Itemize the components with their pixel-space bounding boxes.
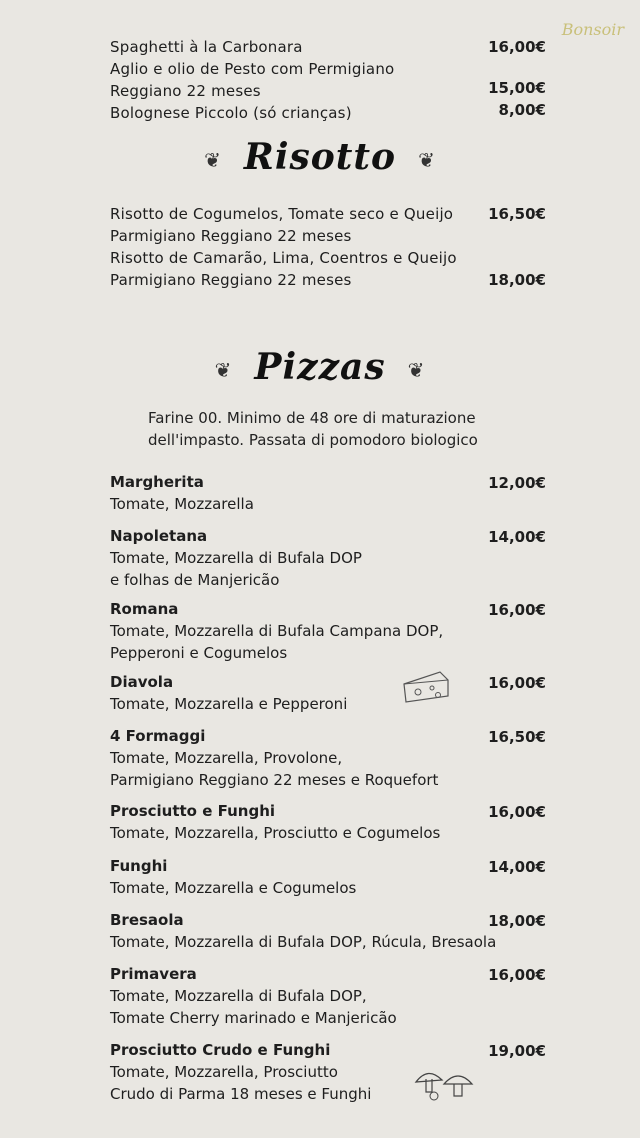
pasta-line-price: 16,00€ bbox=[488, 38, 546, 56]
pizza-desc: e folhas de Manjericão bbox=[110, 571, 280, 589]
risotto-line bbox=[110, 247, 546, 269]
pizzas-subtitle bbox=[148, 407, 508, 451]
brand-logo: Bonsoir bbox=[561, 20, 624, 39]
pizza-name: 4 Formaggi bbox=[110, 727, 206, 745]
pizza-price: 16,00€ bbox=[488, 601, 546, 619]
risotto-line-text: Risotto de Cogumelos, Tomate seco e Queijo bbox=[110, 205, 454, 223]
pasta-line-text: Spaghetti à la Carbonara bbox=[110, 38, 303, 56]
pasta-line bbox=[110, 102, 546, 124]
pizza-name: Diavola bbox=[110, 673, 174, 691]
pizza-price: 14,00€ bbox=[488, 528, 546, 546]
pizza-name: Margherita bbox=[110, 473, 204, 491]
pizza-desc: Tomate, Mozzarella, Provolone, bbox=[110, 749, 343, 767]
pizza-price: 16,50€ bbox=[488, 728, 546, 746]
pizza-desc: Pepperoni e Cogumelos bbox=[110, 644, 288, 662]
pizza-item-prosciutto-crudo-e-funghi bbox=[110, 1040, 546, 1105]
pizza-price: 16,00€ bbox=[488, 674, 546, 692]
risotto-line-price: 16,50€ bbox=[488, 205, 546, 223]
pizza-desc: Tomate, Mozzarella, Prosciutto e Cogumelos bbox=[110, 824, 441, 842]
pizza-desc: Tomate, Mozzarella di Bufala DOP, bbox=[110, 987, 367, 1005]
pizza-name: Prosciutto e Funghi bbox=[110, 802, 276, 820]
pizza-item-4-formaggi bbox=[110, 726, 546, 791]
leaf-right-icon: ❦ bbox=[407, 358, 426, 382]
risotto-line-text: Parmigiano Reggiano 22 meses bbox=[110, 271, 352, 289]
pasta-line-text: Aglio e olio de Pesto com Permigiano bbox=[110, 60, 395, 78]
pizza-name: Bresaola bbox=[110, 911, 184, 929]
cheese-icon bbox=[400, 666, 452, 706]
pizza-price: 16,00€ bbox=[488, 966, 546, 984]
pizza-desc: Tomate, Mozzarella, Prosciutto bbox=[110, 1063, 338, 1081]
risotto-line-text: Risotto de Camarão, Lima, Coentros e Queijo bbox=[110, 249, 457, 267]
pasta-line-price: 15,00€ bbox=[488, 79, 546, 97]
risotto-heading bbox=[0, 136, 640, 178]
pizza-desc: Tomate Cherry marinado e Manjericão bbox=[110, 1009, 397, 1027]
pasta-line-text: Reggiano 22 meses bbox=[110, 82, 261, 100]
pizza-desc: Tomate, Mozzarella di Bufala DOP, Rúcula, Bresaola bbox=[110, 933, 497, 951]
pizzas-heading bbox=[0, 346, 640, 388]
pizza-item-napoletana bbox=[110, 526, 546, 591]
pizza-price: 12,00€ bbox=[488, 474, 546, 492]
mushroom-icon bbox=[412, 1062, 476, 1102]
pizza-name: Funghi bbox=[110, 857, 168, 875]
leaf-right-icon: ❦ bbox=[418, 148, 436, 172]
risotto-title: Risotto bbox=[243, 136, 397, 178]
pizza-item-prosciutto-e-funghi bbox=[110, 801, 546, 844]
risotto-line bbox=[110, 225, 546, 247]
pizza-desc: Tomate, Mozzarella di Bufala DOP bbox=[110, 549, 362, 567]
pizza-desc: Tomate, Mozzarella di Bufala Campana DOP, bbox=[110, 622, 444, 640]
leaf-left-icon: ❦ bbox=[204, 148, 222, 172]
pizza-name: Napoletana bbox=[110, 527, 208, 545]
subtitle-line: Farine 00. Minimo de 48 ore di maturazione bbox=[148, 409, 476, 427]
pizza-price: 16,00€ bbox=[488, 803, 546, 821]
risotto-line bbox=[110, 269, 546, 291]
risotto-line-text: Parmigiano Reggiano 22 meses bbox=[110, 227, 352, 245]
risotto-line-price: 18,00€ bbox=[488, 271, 546, 289]
pizza-item-bresaola bbox=[110, 910, 546, 953]
risotto-line bbox=[110, 203, 546, 225]
subtitle-line: dell'impasto. Passata di pomodoro biologico bbox=[148, 431, 478, 449]
pizza-item-romana bbox=[110, 599, 546, 664]
pizza-price: 19,00€ bbox=[488, 1042, 546, 1060]
pasta-line bbox=[110, 36, 546, 58]
pizza-price: 14,00€ bbox=[488, 858, 546, 876]
pasta-line-price: 8,00€ bbox=[498, 101, 546, 119]
pizza-desc: Tomate, Mozzarella e Pepperoni bbox=[110, 695, 348, 713]
pizza-item-margherita bbox=[110, 472, 546, 515]
pizza-name: Prosciutto Crudo e Funghi bbox=[110, 1041, 331, 1059]
pizza-item-funghi bbox=[110, 856, 546, 899]
pizza-price: 18,00€ bbox=[488, 912, 546, 930]
pasta-line bbox=[110, 80, 546, 102]
pizza-name: Primavera bbox=[110, 965, 197, 983]
pizza-desc: Tomate, Mozzarella bbox=[110, 495, 254, 513]
pasta-line-text: Bolognese Piccolo (só crianças) bbox=[110, 104, 352, 122]
pasta-line bbox=[110, 58, 546, 80]
leaf-left-icon: ❦ bbox=[214, 358, 233, 382]
pizza-desc: Parmigiano Reggiano 22 meses e Roquefort bbox=[110, 771, 439, 789]
pizza-item-primavera bbox=[110, 964, 546, 1029]
pizza-desc: Crudo di Parma 18 meses e Funghi bbox=[110, 1085, 372, 1103]
pizzas-title: Pizzas bbox=[254, 346, 386, 388]
pizza-desc: Tomate, Mozzarella e Cogumelos bbox=[110, 879, 357, 897]
pizza-item-diavola bbox=[110, 672, 546, 715]
pizza-name: Romana bbox=[110, 600, 179, 618]
